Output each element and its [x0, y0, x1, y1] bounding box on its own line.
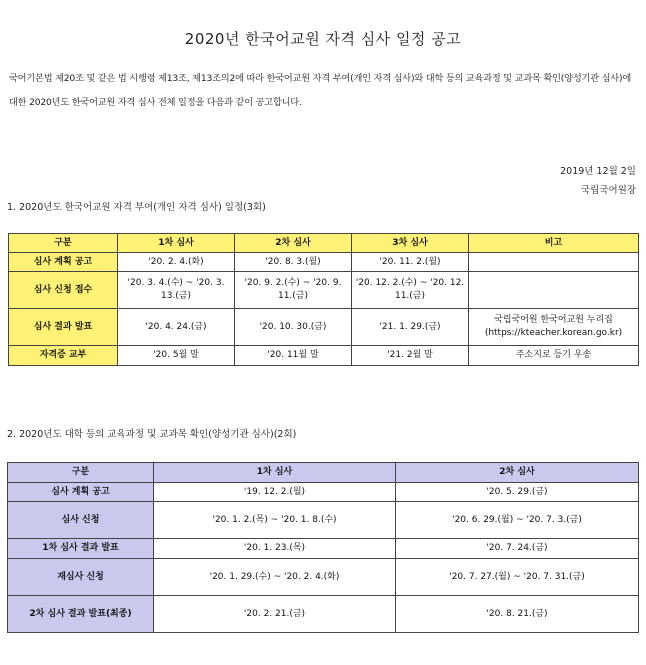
row-label: 심사 신청 [8, 502, 154, 539]
table-row [9, 272, 639, 309]
section-1-heading: 1. 2020년도 한국어교원 자격 부여(개인 자격 심사) 일정(3회) [7, 202, 266, 213]
table-row [8, 596, 639, 633]
table-cell: '19. 12. 2.(월) [154, 483, 396, 502]
header-cell: 비고 [469, 234, 639, 253]
table-cell: '20. 10. 30.(금) [235, 309, 352, 346]
table-row [8, 502, 639, 539]
header-cell: 구분 [9, 234, 118, 253]
table-cell: '20. 11월 말 [235, 346, 352, 366]
row-label: 2차 심사 결과 발표(최종) [8, 596, 154, 633]
issuer: 국립국어원장 [580, 185, 636, 196]
table-row [8, 483, 639, 502]
row-label: 자격증 교부 [9, 346, 118, 366]
table-cell: '20. 3. 4.(수) ~ '20. 3. 13.(금) [118, 272, 235, 309]
header-cell: 구분 [8, 463, 154, 483]
table-cell: '20. 12. 2.(수) ~ '20. 12. 11.(금) [352, 272, 469, 309]
row-label: 심사 결과 발표 [9, 309, 118, 346]
header-cell: 1차 심사 [118, 234, 235, 253]
page-title: 2020년 한국어교원 자격 심사 일정 공고 [184, 30, 462, 48]
table-cell: '20. 1. 23.(목) [154, 539, 396, 559]
note-cell: 국립국어원 한국어교원 누리집 (https://kteacher.korean.go.kr) [469, 309, 639, 346]
table-cell: '20. 7. 24.(금) [396, 539, 639, 559]
table-header-row [8, 463, 639, 483]
table-cell: '20. 8. 3.(월) [235, 253, 352, 272]
table-row [8, 559, 639, 596]
table-header-row [9, 234, 639, 253]
table-cell: '21. 1. 29.(금) [352, 309, 469, 346]
table-cell: '20. 9. 2.(수) ~ '20. 9. 11.(금) [235, 272, 352, 309]
row-label: 1차 심사 결과 발표 [8, 539, 154, 559]
header-cell: 2차 심사 [396, 463, 639, 483]
note-cell: 주소지로 등기 우송 [469, 346, 639, 366]
intro-line-2: 대한 2020년도 한국어교원 자격 심사 전체 일정을 다음과 같이 공고합니다. [9, 97, 302, 108]
table-row [9, 309, 639, 346]
table-row [8, 539, 639, 559]
row-label: 재심사 신청 [8, 559, 154, 596]
table-cell: '20. 2. 21.(금) [154, 596, 396, 633]
table-cell: '20. 11. 2.(월) [352, 253, 469, 272]
table-cell: '20. 8. 21.(금) [396, 596, 639, 633]
table-cell: '20. 5. 29.(금) [396, 483, 639, 502]
table-cell: '20. 7. 27.(월) ~ '20. 7. 31.(금) [396, 559, 639, 596]
intro-line-1: 국어기본법 제20조 및 같은 법 시행령 제13조, 제13조의2에 따라 한국어교원 자격 부여(개인 자격 심사)와 대학 등의 교육과정 및 교과목 확인(양성기관 심사)에 [9, 73, 632, 84]
header-cell: 2차 심사 [235, 234, 352, 253]
table-cell: '20. 4. 24.(금) [118, 309, 235, 346]
table-cell: '21. 2월 말 [352, 346, 469, 366]
table-row [9, 253, 639, 272]
table-cell: '20. 5월 말 [118, 346, 235, 366]
intro-paragraph [9, 67, 639, 115]
table-row [9, 346, 639, 366]
table-cell: '20. 2. 4.(화) [118, 253, 235, 272]
note-cell [469, 272, 639, 309]
schedule-table-individual [8, 233, 639, 366]
table-cell: '20. 6. 29.(월) ~ '20. 7. 3.(금) [396, 502, 639, 539]
announcement-date: 2019년 12월 2일 [560, 166, 636, 177]
row-label: 심사 신청 접수 [9, 272, 118, 309]
note-cell [469, 253, 639, 272]
schedule-table-institution [7, 462, 639, 633]
row-label: 심사 계획 공고 [9, 253, 118, 272]
table-cell: '20. 1. 2.(목) ~ '20. 1. 8.(수) [154, 502, 396, 539]
section-2-heading: 2. 2020년도 대학 등의 교육과정 및 교과목 확인(양성기관 심사)(2회) [7, 429, 297, 440]
header-cell: 1차 심사 [154, 463, 396, 483]
header-cell: 3차 심사 [352, 234, 469, 253]
table-cell: '20. 1. 29.(수) ~ '20. 2. 4.(화) [154, 559, 396, 596]
row-label: 심사 계획 공고 [8, 483, 154, 502]
date-block [560, 162, 636, 200]
